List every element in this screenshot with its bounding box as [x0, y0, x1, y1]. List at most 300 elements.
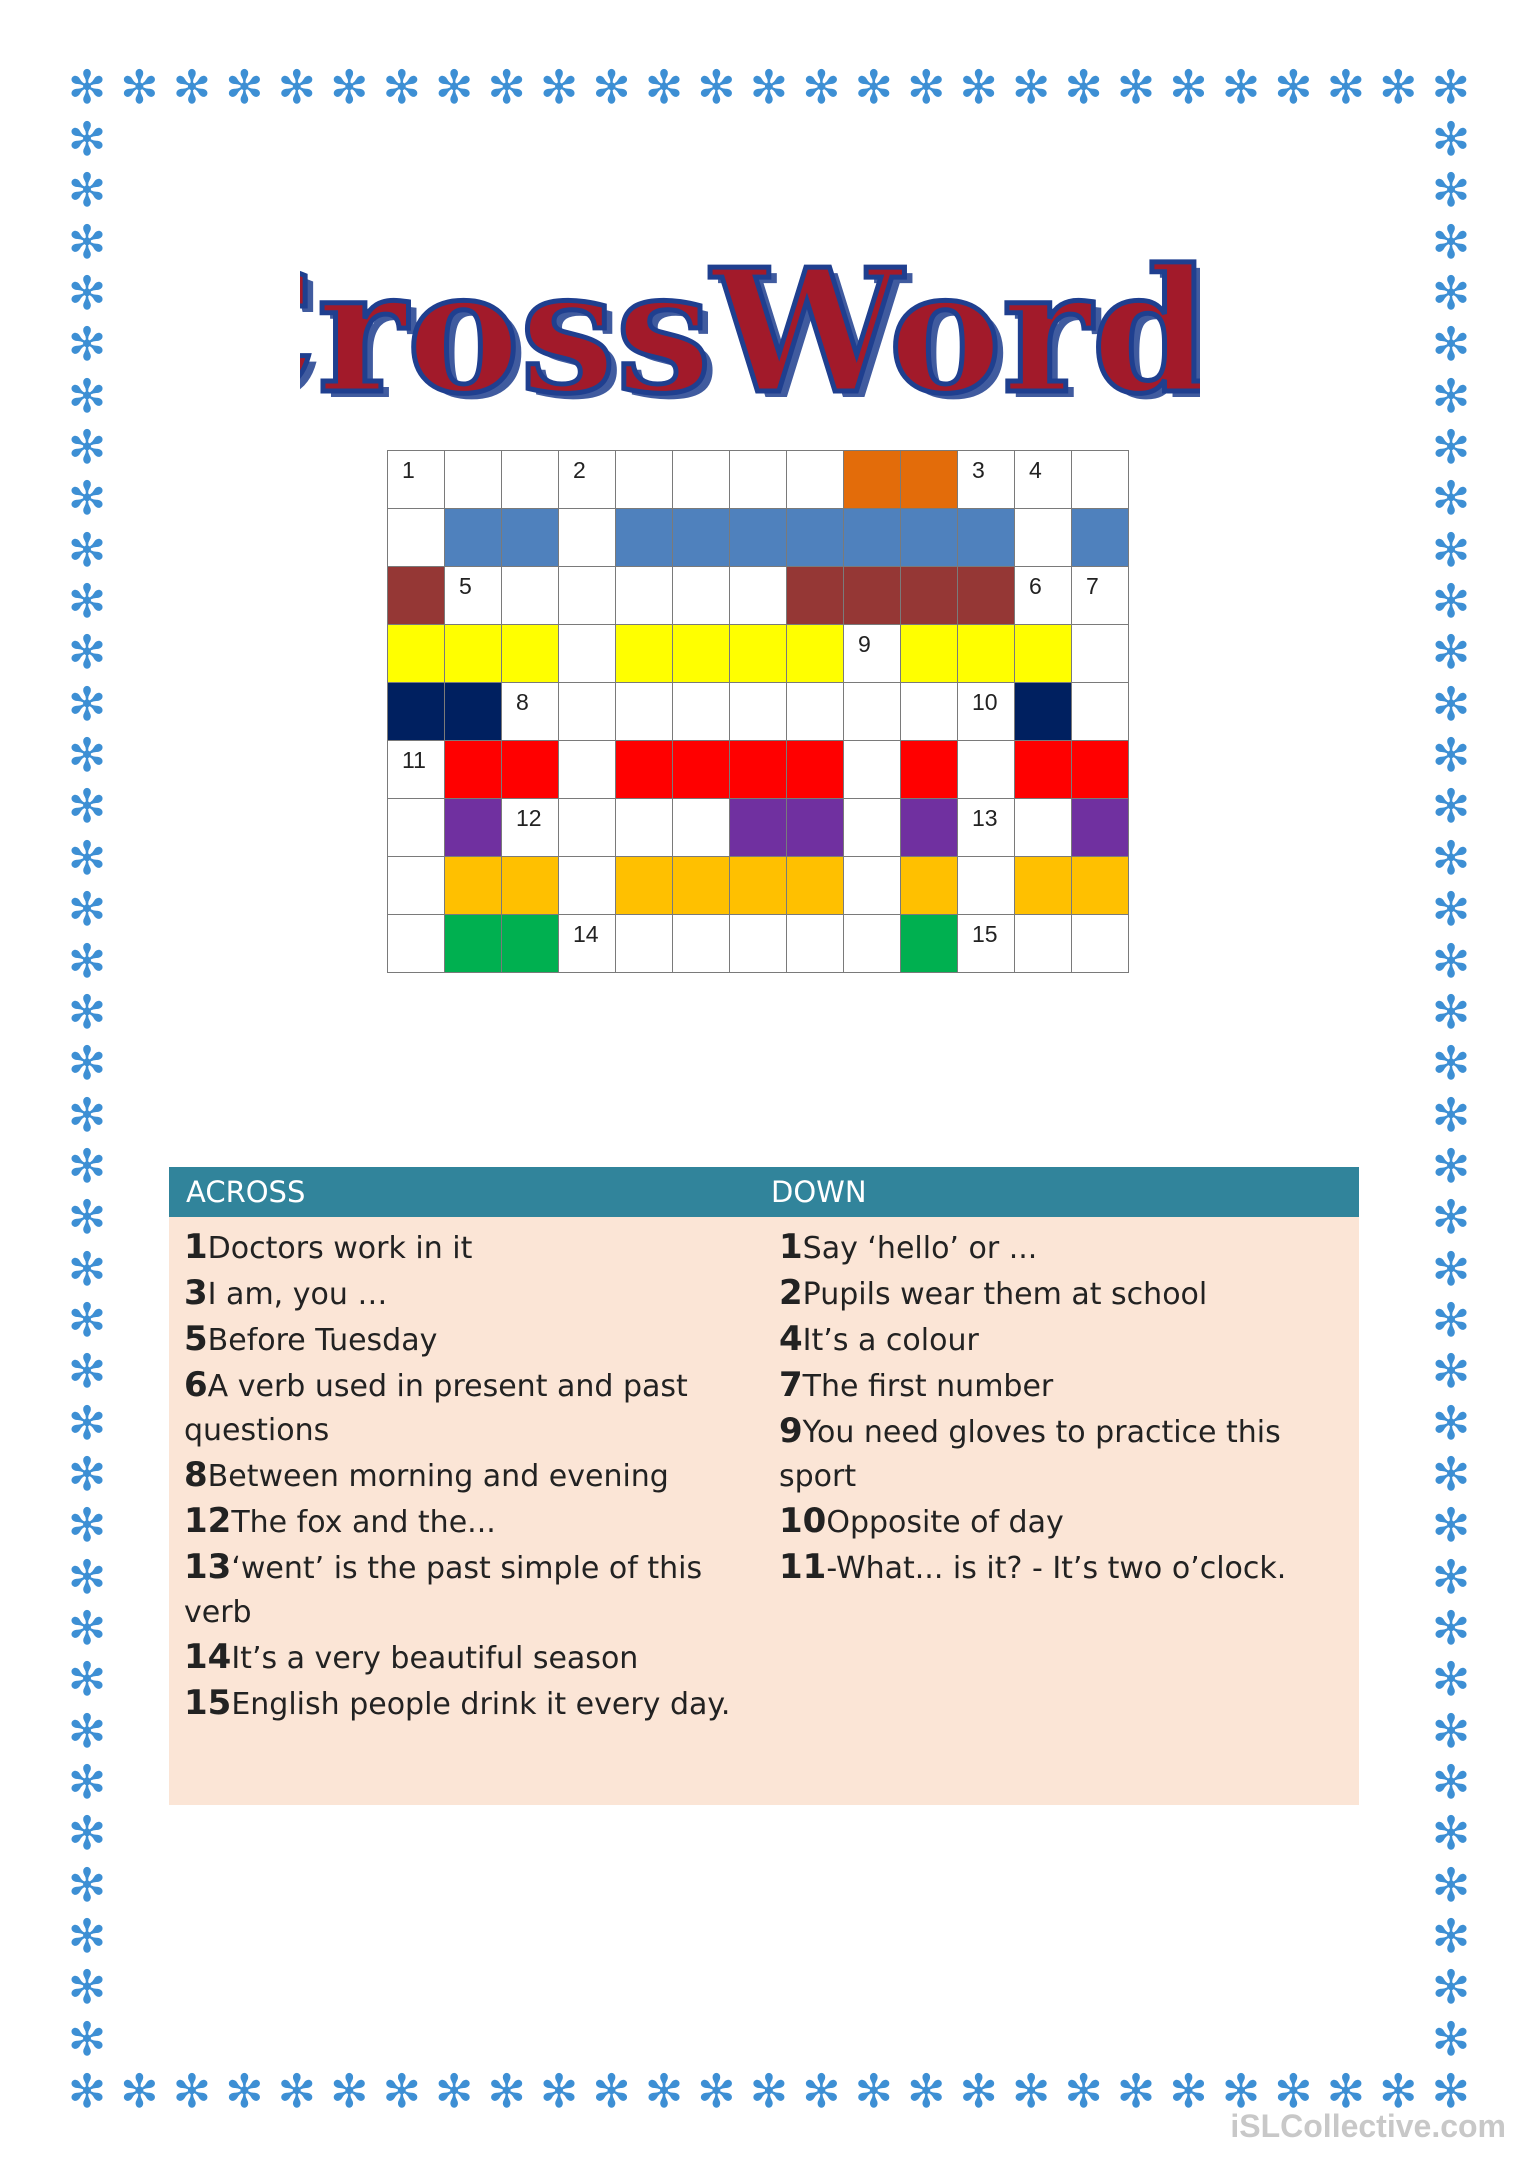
snowflake-icon: ✻ — [1431, 266, 1471, 321]
letter-cell[interactable] — [616, 451, 673, 509]
snowflake-icon: ✻ — [487, 2064, 526, 2118]
clue-number: 14 — [573, 921, 599, 947]
snowflake-icon: ✻ — [172, 60, 212, 114]
snowflake-icon: ✻ — [1431, 1652, 1471, 1707]
letter-cell[interactable] — [559, 857, 616, 915]
snowflake-icon: ✻ — [67, 60, 107, 114]
shaded-cell — [787, 857, 844, 915]
snowflake-icon: ✻ — [67, 1703, 107, 1758]
shaded-cell — [787, 567, 844, 625]
snowflake-icon: ✻ — [1431, 317, 1471, 372]
clue-number: 15 — [972, 921, 998, 947]
snowflake-icon: ✻ — [1431, 933, 1471, 988]
clue-number: 2 — [779, 1273, 803, 1313]
snowflake-icon: ✻ — [1116, 60, 1156, 114]
shaded-cell — [445, 741, 502, 799]
shaded-cell — [445, 509, 502, 567]
clue-text: -What... is it? - It’s two o’clock. — [826, 1551, 1287, 1586]
snowflake-icon: ✻ — [67, 368, 107, 423]
clue-number: 9 — [858, 631, 871, 657]
snowflake-icon: ✻ — [1011, 60, 1051, 114]
snowflake-icon: ✻ — [1431, 1498, 1471, 1553]
snowflake-icon: ✻ — [906, 60, 946, 114]
snowflake-icon: ✻ — [67, 163, 107, 218]
snowflake-icon: ✻ — [67, 1755, 107, 1809]
snowflake-icon: ✻ — [854, 2064, 894, 2118]
clue-number: 1 — [402, 457, 415, 483]
letter-cell[interactable] — [787, 451, 844, 509]
letter-cell[interactable] — [844, 799, 901, 857]
letter-cell[interactable] — [502, 683, 559, 741]
letter-cell[interactable] — [559, 683, 616, 741]
snowflake-icon: ✻ — [1431, 2011, 1471, 2066]
shaded-cell — [787, 509, 844, 567]
clue-number: 3 — [972, 457, 985, 483]
title-logo — [300, 225, 1200, 435]
snowflake-icon: ✻ — [1431, 676, 1471, 731]
grid-row — [388, 857, 1129, 915]
letter-cell[interactable] — [958, 451, 1015, 509]
letter-cell[interactable] — [559, 915, 616, 973]
clue-number: 8 — [516, 689, 529, 715]
clue-text: The first number — [802, 1369, 1054, 1404]
letter-cell[interactable] — [958, 799, 1015, 857]
letter-cell[interactable] — [787, 915, 844, 973]
letter-cell[interactable] — [958, 683, 1015, 741]
snowflake-icon: ✻ — [697, 60, 736, 114]
shaded-cell — [1072, 857, 1129, 915]
clue-text: Before Tuesday — [207, 1323, 438, 1358]
letter-cell[interactable] — [1072, 625, 1129, 683]
across-clues — [184, 1225, 744, 1727]
shaded-cell — [1015, 741, 1072, 799]
snowflake-icon: ✻ — [225, 2064, 264, 2118]
across-clue — [184, 1363, 744, 1453]
clue-number: 13 — [972, 805, 998, 831]
snowflake-icon: ✻ — [592, 2064, 631, 2118]
snowflake-icon: ✻ — [67, 728, 107, 783]
letter-cell[interactable] — [1015, 509, 1072, 567]
letter-cell[interactable] — [1072, 567, 1129, 625]
across-clue — [184, 1681, 744, 1727]
clue-number: 8 — [184, 1455, 208, 1495]
clue-number: 11 — [779, 1547, 827, 1587]
snowflake-icon: ✻ — [1274, 2064, 1313, 2118]
letter-cell[interactable] — [388, 451, 445, 509]
snowflake-icon: ✻ — [644, 2064, 684, 2118]
snowflake-icon: ✻ — [1116, 2064, 1156, 2118]
snowflake-icon: ✻ — [539, 60, 579, 114]
shaded-cell — [673, 741, 730, 799]
snowflake-icon: ✻ — [225, 60, 264, 114]
shaded-cell — [445, 625, 502, 683]
snowflake-icon: ✻ — [1431, 1446, 1471, 1501]
down-clue — [779, 1271, 1324, 1317]
letter-cell[interactable] — [388, 799, 445, 857]
letter-cell[interactable] — [502, 451, 559, 509]
snowflake-icon: ✻ — [1221, 2064, 1261, 2118]
shaded-cell — [1015, 625, 1072, 683]
snowflake-icon: ✻ — [67, 882, 107, 937]
snowflake-icon: ✻ — [67, 2064, 107, 2118]
snowflake-icon: ✻ — [1064, 60, 1103, 114]
letter-cell[interactable] — [1072, 451, 1129, 509]
letter-cell[interactable] — [1015, 799, 1072, 857]
letter-cell[interactable] — [844, 683, 901, 741]
clue-number: 5 — [459, 573, 472, 599]
shaded-cell — [844, 509, 901, 567]
shaded-cell — [958, 567, 1015, 625]
clue-number: 14 — [184, 1637, 232, 1677]
letter-cell[interactable] — [958, 915, 1015, 973]
snowflake-icon: ✻ — [172, 2064, 212, 2118]
letter-cell[interactable] — [388, 509, 445, 567]
snowflake-icon: ✻ — [1431, 779, 1471, 834]
letter-cell[interactable] — [673, 683, 730, 741]
snowflake-icon: ✻ — [1379, 60, 1418, 114]
letter-cell[interactable] — [559, 509, 616, 567]
letter-cell[interactable] — [559, 451, 616, 509]
grid-row — [388, 625, 1129, 683]
shaded-cell — [502, 741, 559, 799]
shaded-cell — [673, 509, 730, 567]
letter-cell[interactable] — [844, 741, 901, 799]
across-clue — [184, 1635, 744, 1681]
snowflake-icon: ✻ — [67, 112, 107, 166]
shaded-cell — [388, 567, 445, 625]
snowflake-icon: ✻ — [1326, 2064, 1366, 2118]
shaded-cell — [730, 799, 787, 857]
grid-row — [388, 509, 1129, 567]
shaded-cell — [787, 625, 844, 683]
letter-cell[interactable] — [844, 915, 901, 973]
across-clue — [184, 1545, 744, 1635]
snowflake-icon: ✻ — [1431, 882, 1471, 937]
snowflake-icon: ✻ — [1379, 2064, 1418, 2118]
snowflake-icon: ✻ — [802, 2064, 841, 2118]
snowflake-icon: ✻ — [67, 1549, 107, 1604]
shaded-cell — [616, 741, 673, 799]
shaded-cell — [502, 857, 559, 915]
snowflake-icon: ✻ — [1431, 163, 1471, 218]
shaded-cell — [901, 509, 958, 567]
letter-cell[interactable] — [559, 567, 616, 625]
snowflake-icon: ✻ — [1431, 1036, 1471, 1091]
snowflake-icon: ✻ — [67, 1138, 107, 1193]
shaded-cell — [1072, 741, 1129, 799]
snowflake-icon: ✻ — [1431, 1703, 1471, 1758]
shaded-cell — [901, 915, 958, 973]
down-clues — [779, 1225, 1324, 1591]
clue-number: 6 — [184, 1365, 208, 1405]
snowflake-icon: ✻ — [1011, 2064, 1051, 2118]
snowflake-icon: ✻ — [67, 1292, 107, 1347]
snowflake-icon: ✻ — [277, 2064, 317, 2118]
clue-text: Pupils wear them at school — [802, 1277, 1208, 1312]
shaded-cell — [1015, 683, 1072, 741]
snowflake-icon: ✻ — [749, 60, 789, 114]
snowflake-icon: ✻ — [67, 830, 107, 885]
letter-cell[interactable] — [730, 683, 787, 741]
snowflake-icon: ✻ — [67, 1960, 107, 2015]
snowflake-icon: ✻ — [67, 1909, 107, 1964]
letter-cell[interactable] — [445, 567, 502, 625]
shaded-cell — [445, 799, 502, 857]
letter-cell[interactable] — [616, 915, 673, 973]
snowflake-icon: ✻ — [644, 60, 684, 114]
shaded-cell — [502, 915, 559, 973]
snowflake-icon: ✻ — [1431, 2064, 1471, 2118]
snowflake-icon: ✻ — [1431, 984, 1471, 1039]
snowflake-icon: ✻ — [1169, 60, 1208, 114]
shaded-cell — [1015, 857, 1072, 915]
snowflake-icon: ✻ — [67, 984, 107, 1039]
grid-row — [388, 567, 1129, 625]
clue-number: 9 — [779, 1411, 803, 1451]
clue-text: ‘went’ is the past simple of this verb — [184, 1551, 703, 1630]
clue-text: You need gloves to practice this sport — [779, 1415, 1281, 1494]
letter-cell[interactable] — [730, 567, 787, 625]
snowflake-icon: ✻ — [1431, 1087, 1471, 1142]
title-shadow: rossWord — [325, 238, 1200, 435]
letter-cell[interactable] — [445, 451, 502, 509]
snowflake-icon: ✻ — [67, 1600, 107, 1655]
shaded-cell — [901, 625, 958, 683]
across-clue — [184, 1317, 744, 1363]
snowflake-icon: ✻ — [67, 1446, 107, 1501]
shaded-cell — [844, 451, 901, 509]
snowflake-icon: ✻ — [382, 60, 421, 114]
shaded-cell — [730, 509, 787, 567]
snowflake-icon: ✻ — [1431, 1549, 1471, 1604]
clue-text: I am, you … — [207, 1277, 388, 1312]
letter-cell[interactable] — [559, 625, 616, 683]
clue-text: Between morning and evening — [207, 1459, 669, 1494]
snowflake-icon: ✻ — [1326, 60, 1366, 114]
snowflake-icon: ✻ — [1431, 1857, 1471, 1912]
letter-cell[interactable] — [958, 741, 1015, 799]
shaded-cell — [901, 451, 958, 509]
letter-cell[interactable] — [388, 857, 445, 915]
snowflake-icon: ✻ — [434, 2064, 474, 2118]
letter-cell[interactable] — [559, 741, 616, 799]
shaded-cell — [901, 857, 958, 915]
shaded-cell — [388, 625, 445, 683]
snowflake-icon: ✻ — [1431, 112, 1471, 166]
shaded-cell — [445, 915, 502, 973]
clue-number: 7 — [779, 1365, 803, 1405]
snowflake-icon: ✻ — [487, 60, 526, 114]
snowflake-icon: ✻ — [120, 2064, 159, 2118]
letter-cell[interactable] — [616, 799, 673, 857]
letter-cell[interactable] — [673, 567, 730, 625]
snowflake-icon: ✻ — [67, 1241, 107, 1296]
shaded-cell — [787, 741, 844, 799]
snowflake-icon: ✻ — [67, 420, 107, 475]
clues-header — [169, 1167, 1359, 1217]
letter-cell[interactable] — [1015, 567, 1072, 625]
down-header: DOWN — [771, 1175, 867, 1209]
across-clue — [184, 1271, 744, 1317]
down-clue — [779, 1499, 1324, 1545]
snowflake-icon: ✻ — [120, 60, 159, 114]
letter-cell[interactable] — [844, 625, 901, 683]
down-clue — [779, 1225, 1324, 1271]
snowflake-icon: ✻ — [382, 2064, 421, 2118]
snowflake-icon: ✻ — [1064, 2064, 1103, 2118]
clue-text: The fox and the... — [231, 1505, 496, 1540]
letter-cell[interactable] — [388, 741, 445, 799]
shaded-cell — [445, 857, 502, 915]
shaded-cell — [616, 625, 673, 683]
clue-number: 13 — [184, 1547, 232, 1587]
shaded-cell — [1072, 799, 1129, 857]
clue-text: It’s a very beautiful season — [231, 1641, 639, 1676]
snowflake-icon: ✻ — [67, 1857, 107, 1912]
snowflake-icon: ✻ — [1431, 214, 1471, 269]
clue-text: English people drink it every day. — [231, 1687, 731, 1722]
snowflake-icon: ✻ — [1431, 522, 1471, 577]
clue-text: Opposite of day — [826, 1505, 1064, 1540]
clue-number: 12 — [184, 1501, 232, 1541]
letter-cell[interactable] — [502, 567, 559, 625]
snowflake-icon: ✻ — [67, 1395, 107, 1450]
snowflake-icon: ✻ — [592, 60, 631, 114]
snowflake-icon: ✻ — [697, 2064, 736, 2118]
across-clue — [184, 1499, 744, 1545]
snowflake-icon: ✻ — [1431, 368, 1471, 423]
snowflake-icon: ✻ — [1431, 1395, 1471, 1450]
snowflake-icon: ✻ — [67, 471, 107, 526]
across-clue — [184, 1453, 744, 1499]
snowflake-icon: ✻ — [959, 2064, 998, 2118]
clue-text: Doctors work in it — [207, 1231, 473, 1266]
shaded-cell — [730, 741, 787, 799]
letter-cell[interactable] — [730, 915, 787, 973]
snowflake-icon: ✻ — [1431, 1600, 1471, 1655]
snowflake-icon: ✻ — [67, 1036, 107, 1091]
letter-cell[interactable] — [1015, 451, 1072, 509]
snowflake-icon: ✻ — [1431, 1960, 1471, 2015]
clue-number: 1 — [184, 1227, 208, 1267]
snowflake-icon: ✻ — [277, 60, 317, 114]
grid-row — [388, 741, 1129, 799]
shaded-cell — [730, 625, 787, 683]
letter-cell[interactable] — [1072, 915, 1129, 973]
snowflake-icon: ✻ — [1274, 60, 1313, 114]
letter-cell[interactable] — [958, 857, 1015, 915]
clue-number: 15 — [184, 1683, 232, 1723]
snowflake-icon: ✻ — [67, 1806, 107, 1861]
shaded-cell — [958, 509, 1015, 567]
snowflake-icon: ✻ — [1431, 830, 1471, 885]
snowflake-icon: ✻ — [67, 933, 107, 988]
snowflake-icon: ✻ — [1431, 625, 1471, 680]
letter-cell[interactable] — [559, 799, 616, 857]
snowflake-icon: ✻ — [1431, 420, 1471, 475]
letter-cell[interactable] — [1015, 915, 1072, 973]
snowflake-icon: ✻ — [1431, 1909, 1471, 1964]
snowflake-icon: ✻ — [67, 1652, 107, 1707]
snowflake-icon: ✻ — [67, 522, 107, 577]
letter-cell[interactable] — [673, 915, 730, 973]
snowflake-icon: ✻ — [959, 60, 998, 114]
clue-number: 2 — [573, 457, 586, 483]
clue-number: 4 — [1029, 457, 1042, 483]
snowflake-icon: ✻ — [1431, 1190, 1471, 1245]
letter-cell[interactable] — [616, 683, 673, 741]
snowflake-icon: ✻ — [539, 2064, 579, 2118]
snowflake-icon: ✻ — [1431, 60, 1471, 114]
shaded-cell — [445, 683, 502, 741]
shaded-cell — [1072, 509, 1129, 567]
clue-number: 6 — [1029, 573, 1042, 599]
letter-cell[interactable] — [844, 857, 901, 915]
snowflake-icon: ✻ — [802, 60, 841, 114]
letter-cell[interactable] — [673, 799, 730, 857]
across-header: ACROSS — [186, 1175, 306, 1209]
grid-row — [388, 799, 1129, 857]
letter-cell[interactable] — [502, 799, 559, 857]
letter-cell[interactable] — [901, 683, 958, 741]
letter-cell[interactable] — [787, 683, 844, 741]
down-clue — [779, 1545, 1324, 1591]
clue-text: It’s a colour — [802, 1323, 979, 1358]
clue-text: A verb used in present and past questions — [184, 1369, 688, 1448]
border-left — [64, 112, 110, 2066]
clue-number: 7 — [1086, 573, 1099, 599]
shaded-cell — [901, 799, 958, 857]
snowflake-icon: ✻ — [1169, 2064, 1208, 2118]
snowflake-icon: ✻ — [1431, 1292, 1471, 1347]
snowflake-icon: ✻ — [67, 1087, 107, 1142]
down-clue — [779, 1409, 1324, 1499]
letter-cell[interactable] — [730, 451, 787, 509]
grid-row — [388, 915, 1129, 973]
letter-cell[interactable] — [1072, 683, 1129, 741]
shaded-cell — [673, 857, 730, 915]
snowflake-icon: ✻ — [67, 676, 107, 731]
snowflake-icon: ✻ — [1431, 728, 1471, 783]
snowflake-icon: ✻ — [1431, 1241, 1471, 1296]
grid-row — [388, 451, 1129, 509]
title-text: rossWord — [317, 232, 1200, 432]
border-right — [1428, 112, 1474, 2066]
shaded-cell — [502, 625, 559, 683]
letter-cell[interactable] — [388, 915, 445, 973]
snowflake-icon: ✻ — [67, 1344, 107, 1399]
shaded-cell — [901, 567, 958, 625]
shaded-cell — [958, 625, 1015, 683]
clue-number: 5 — [184, 1319, 208, 1359]
letter-cell[interactable] — [673, 451, 730, 509]
crossword-grid — [387, 450, 1129, 973]
snowflake-icon: ✻ — [1431, 1138, 1471, 1193]
clue-text: Say ‘hello’ or ... — [802, 1231, 1038, 1266]
snowflake-icon: ✻ — [854, 60, 894, 114]
letter-cell[interactable] — [616, 567, 673, 625]
snowflake-icon: ✻ — [1431, 574, 1471, 629]
across-clue — [184, 1225, 744, 1271]
clue-number: 10 — [972, 689, 998, 715]
snowflake-icon: ✻ — [67, 266, 107, 321]
down-clue — [779, 1317, 1324, 1363]
snowflake-icon: ✻ — [67, 574, 107, 629]
snowflake-icon: ✻ — [329, 2064, 369, 2118]
snowflake-icon: ✻ — [1431, 1344, 1471, 1399]
clue-number: 10 — [779, 1501, 827, 1541]
snowflake-icon: ✻ — [1221, 60, 1261, 114]
